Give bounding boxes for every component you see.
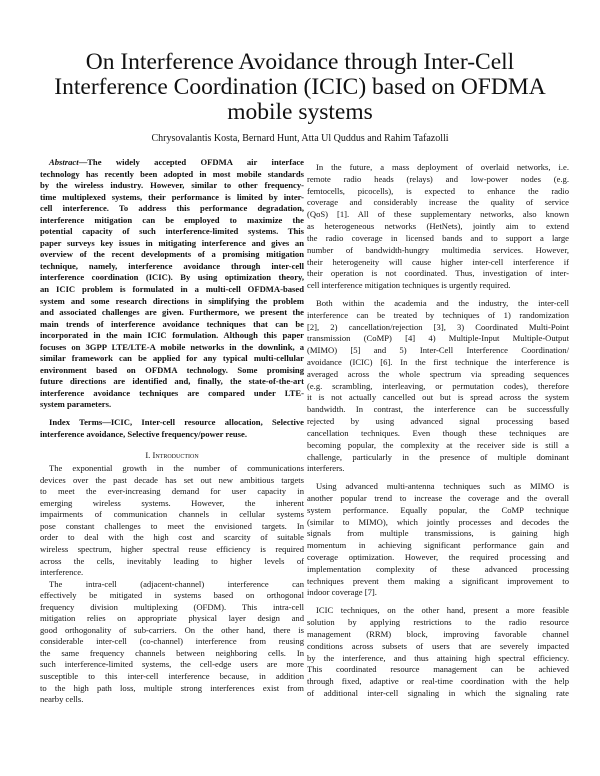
abstract-line: interference coordination (ICIC). By using optimization theory,	[40, 272, 304, 283]
abstract-line: similar framework can be applied for any typical multi-cellular	[40, 353, 304, 364]
abstract-label: Abstract	[49, 157, 79, 167]
body-line: interference.	[40, 567, 84, 578]
body-line: across the cells, inevitably leading to higher levels of	[40, 555, 304, 566]
body-line: system performance. Equally popular, the CoMP technique	[307, 504, 569, 515]
title-line: Interference Coordination (ICIC) based on OFDMA	[54, 74, 546, 100]
body-line: devices over the past decade has set out new ambitious targets	[40, 474, 304, 485]
body-line: (QoS) [1]. All of these supplementary networks, also known	[307, 209, 569, 220]
body-line: [2], 2) cancellation/rejection [3], 3) Coordinated Multi-Point	[307, 321, 569, 332]
abstract-line: paper surveys key issues in mitigating interference and gives an	[40, 237, 304, 248]
body-line: The intra-cell (adjacent-channel) interference can	[49, 578, 304, 589]
body-line: susceptible to this inter-cell interference because, in addition	[40, 670, 304, 681]
body-line: challenge, particularly in the presence of multiple dominant	[307, 451, 569, 462]
left-body-text	[40, 463, 304, 705]
right-body-text	[307, 162, 569, 700]
body-line: considerable inter-cell (co-channel) interference from reusing	[40, 636, 304, 647]
index-terms	[40, 417, 304, 440]
abstract-line: future directions are identified and, finally, the state-of-the-art	[40, 376, 304, 387]
body-line: good orthogonality of sub-carriers. On the other hand, there is	[40, 624, 304, 635]
body-line: wireless spectrum, higher spectral reuse efficiency is required	[40, 543, 304, 554]
body-line: interference can be treated by techniques of 1) randomization	[307, 309, 569, 320]
body-line: interferers.	[307, 463, 345, 474]
body-line: by the interference, and thus attaining high spectral efficiency.	[307, 652, 569, 663]
body-line: momentum in achieving significant performance gain and	[307, 540, 569, 551]
index-terms-line: interference avoidance, Selective frequency/power reuse.	[40, 428, 247, 439]
body-line: frequency division multiplexing (OFDM). This intra-cell	[40, 601, 304, 612]
body-line: averaged across the whole spectrum via spreading sequences	[307, 368, 569, 379]
body-line: In the future, a mass deployment of overlaid networks, i.e.	[316, 162, 569, 172]
body-line: ICIC techniques, on the other hand, present a more feasible	[316, 605, 569, 616]
body-line: effectively be mitigated in systems based on orthogonal	[40, 590, 304, 601]
body-line: their operation is not coordinated. Thus, investigation of inter-	[307, 268, 569, 279]
paper-title	[40, 50, 560, 125]
abstract-line: technique, namely, interference avoidance through inter-cell	[40, 260, 304, 271]
abstract-line: by the wireless industry. However, similar to other frequency-	[40, 180, 304, 191]
body-line: indoor coverage [7].	[307, 587, 377, 598]
body-line: rejected by using advanced signal processing based	[307, 416, 569, 427]
section-heading	[40, 450, 304, 461]
abstract-line: time multiplexed systems, their performance is limited by inter-	[40, 191, 304, 202]
paragraph	[307, 162, 569, 292]
body-line: becoming popular, the complexity at the receiver side is still a	[307, 439, 569, 450]
body-line: mitigation relies on appropriate physical layer design and	[40, 613, 304, 624]
body-line: (e.g. scrambling, interleaving, or permutation codes), therefore	[307, 380, 569, 391]
body-line: nearby cells.	[40, 694, 84, 705]
right-column	[307, 162, 569, 700]
body-line: techniques prevent them making a significant improvement to	[307, 575, 569, 586]
paragraph	[307, 605, 569, 700]
paragraph	[307, 298, 569, 475]
body-line: cancellation techniques. Even though these techniques are	[307, 427, 569, 438]
abstract-line: interference mitigation can be employed to maximize the	[40, 214, 304, 225]
body-line: signals from multiple transmissions, is gaining high	[307, 528, 569, 539]
abstract-line: system parameters.	[40, 399, 112, 410]
body-line: such interference-limited systems, the cell-edge users are more	[40, 659, 304, 670]
body-line: management (RRM) block, improving favorable channel	[307, 628, 569, 639]
body-line: their heterogeneity will cause higher inter-cell interference if	[307, 256, 569, 267]
body-line: emerging wireless systems. However, the inherent	[40, 497, 304, 508]
body-line: number of bandwidth-hungry multimedia services. However,	[307, 244, 569, 255]
index-terms-line: Index Terms—ICIC, Inter-cell resource allocation, Selective	[49, 417, 304, 428]
paragraph	[40, 463, 304, 578]
body-line: femtocells, picocells), is expected to enhance the radio	[307, 185, 569, 196]
body-line: coverage and considerably increase the quality of service	[307, 197, 569, 208]
body-line: transmission (CoMP) [4] 4) Multiple-Input Multiple-Output	[307, 333, 569, 344]
body-line: pose constant challenges to meet the envisioned targets. In	[40, 520, 304, 531]
abstract-line: system and some research directions in simplifying the problem	[40, 295, 304, 306]
body-line: as heterogeneous networks (HetNets), jointly aim to extend	[307, 221, 569, 232]
body-line: The exponential growth in the number of communications	[49, 463, 304, 474]
abstract-line: interference avoidance techniques are compared under LTE-	[40, 387, 304, 398]
title-line: On Interference Avoidance through Inter-Cell	[85, 49, 515, 75]
abstract-line: cell interference. To address this performance degradation,	[40, 203, 304, 214]
abstract-line: overview of the recent developments of a promising mitigation	[40, 249, 304, 260]
body-line: (MIMO) [5] and 5) Inter-Cell Interference Coordination/	[307, 345, 569, 356]
section-number: I.	[145, 450, 151, 461]
body-line: bandwidth. In contrast, the interference can be successfully	[307, 404, 569, 415]
body-line: through fixed, adaptive or real-time coordination with the help	[307, 676, 569, 687]
body-line: the radio coverage in licensed bands and to support a large	[307, 232, 569, 243]
body-line: cell interference mitigation techniques is urgently required.	[307, 280, 511, 291]
author-list: Chrysovalantis Kosta, Bernard Hunt, Atta Ul Quddus and Rahim Tafazolli	[151, 133, 449, 144]
body-line: remote radio heads (relays) and low-power nodes (e.g.	[307, 173, 569, 184]
abstract-line: potential capacity of such interference-limited systems. This	[40, 226, 304, 237]
abstract-line	[40, 157, 304, 169]
body-line: Both within the academia and the industry, the inter-cell	[316, 297, 569, 308]
paragraph	[307, 481, 569, 599]
body-line: Using advanced multi-antenna techniques such as MIMO is	[316, 481, 569, 492]
section-title: Introduction	[152, 450, 199, 461]
abstract-text: —The widely accepted OFDMA air interface	[78, 157, 304, 167]
body-line: the same frequency channels between neighboring cells. In	[40, 647, 304, 658]
body-line: it is not actually cancelled out but is spread across the system	[307, 392, 569, 403]
abstract-line: incorporated in the main ICIC formulation. Although this paper	[40, 330, 304, 341]
body-line: solution by applying restrictions to the radio resource	[307, 617, 569, 628]
abstract	[40, 157, 304, 411]
body-line: another popular trend to increase the coverage and the overall	[307, 492, 569, 503]
abstract-line: environment based on OFDMA technology. Some promising	[40, 364, 304, 375]
body-line: impairments of communication channels in cellular systems	[40, 509, 304, 520]
body-line: order to deal with the high cost and scarcity of suitable	[40, 532, 304, 543]
body-line: coverage optimization. However, the required processing and	[307, 552, 569, 562]
body-line: avoidance (ICIC) [6]. In the first technique the interference is	[307, 357, 569, 367]
abstract-line: technology has recently been adopted in most mobile standards	[40, 168, 304, 179]
body-line: of additional inter-cell signaling in which the signaling rate	[307, 687, 569, 698]
body-line: to meet the ever-increasing demand for user capacity in	[40, 486, 304, 497]
left-column	[40, 157, 304, 706]
abstract-line: main trends of interference avoidance techniques that can be	[40, 318, 304, 329]
paragraph	[40, 579, 304, 706]
title-line: mobile systems	[227, 99, 373, 125]
abstract-line: an ICIC problem is formulated in a multi-cell OFDMA-based	[40, 284, 304, 295]
body-line: conditions across subsets of users that are severely impacted	[307, 640, 569, 651]
abstract-line: and associated challenges are given. Furthermore, we present the	[40, 307, 304, 318]
body-line: (similar to MIMO), which jointly processes and decodes the	[307, 516, 569, 527]
body-line: This coordinated resource management can be achieved	[307, 664, 569, 675]
abstract-line: focuses on 3GPP LTE/LTE-A mobile networks in the downlink, a	[40, 341, 304, 352]
body-line: to the high path loss, multiple strong interferences exist from	[40, 682, 304, 693]
body-line: implementation complexity of these advanced processing	[307, 563, 569, 574]
